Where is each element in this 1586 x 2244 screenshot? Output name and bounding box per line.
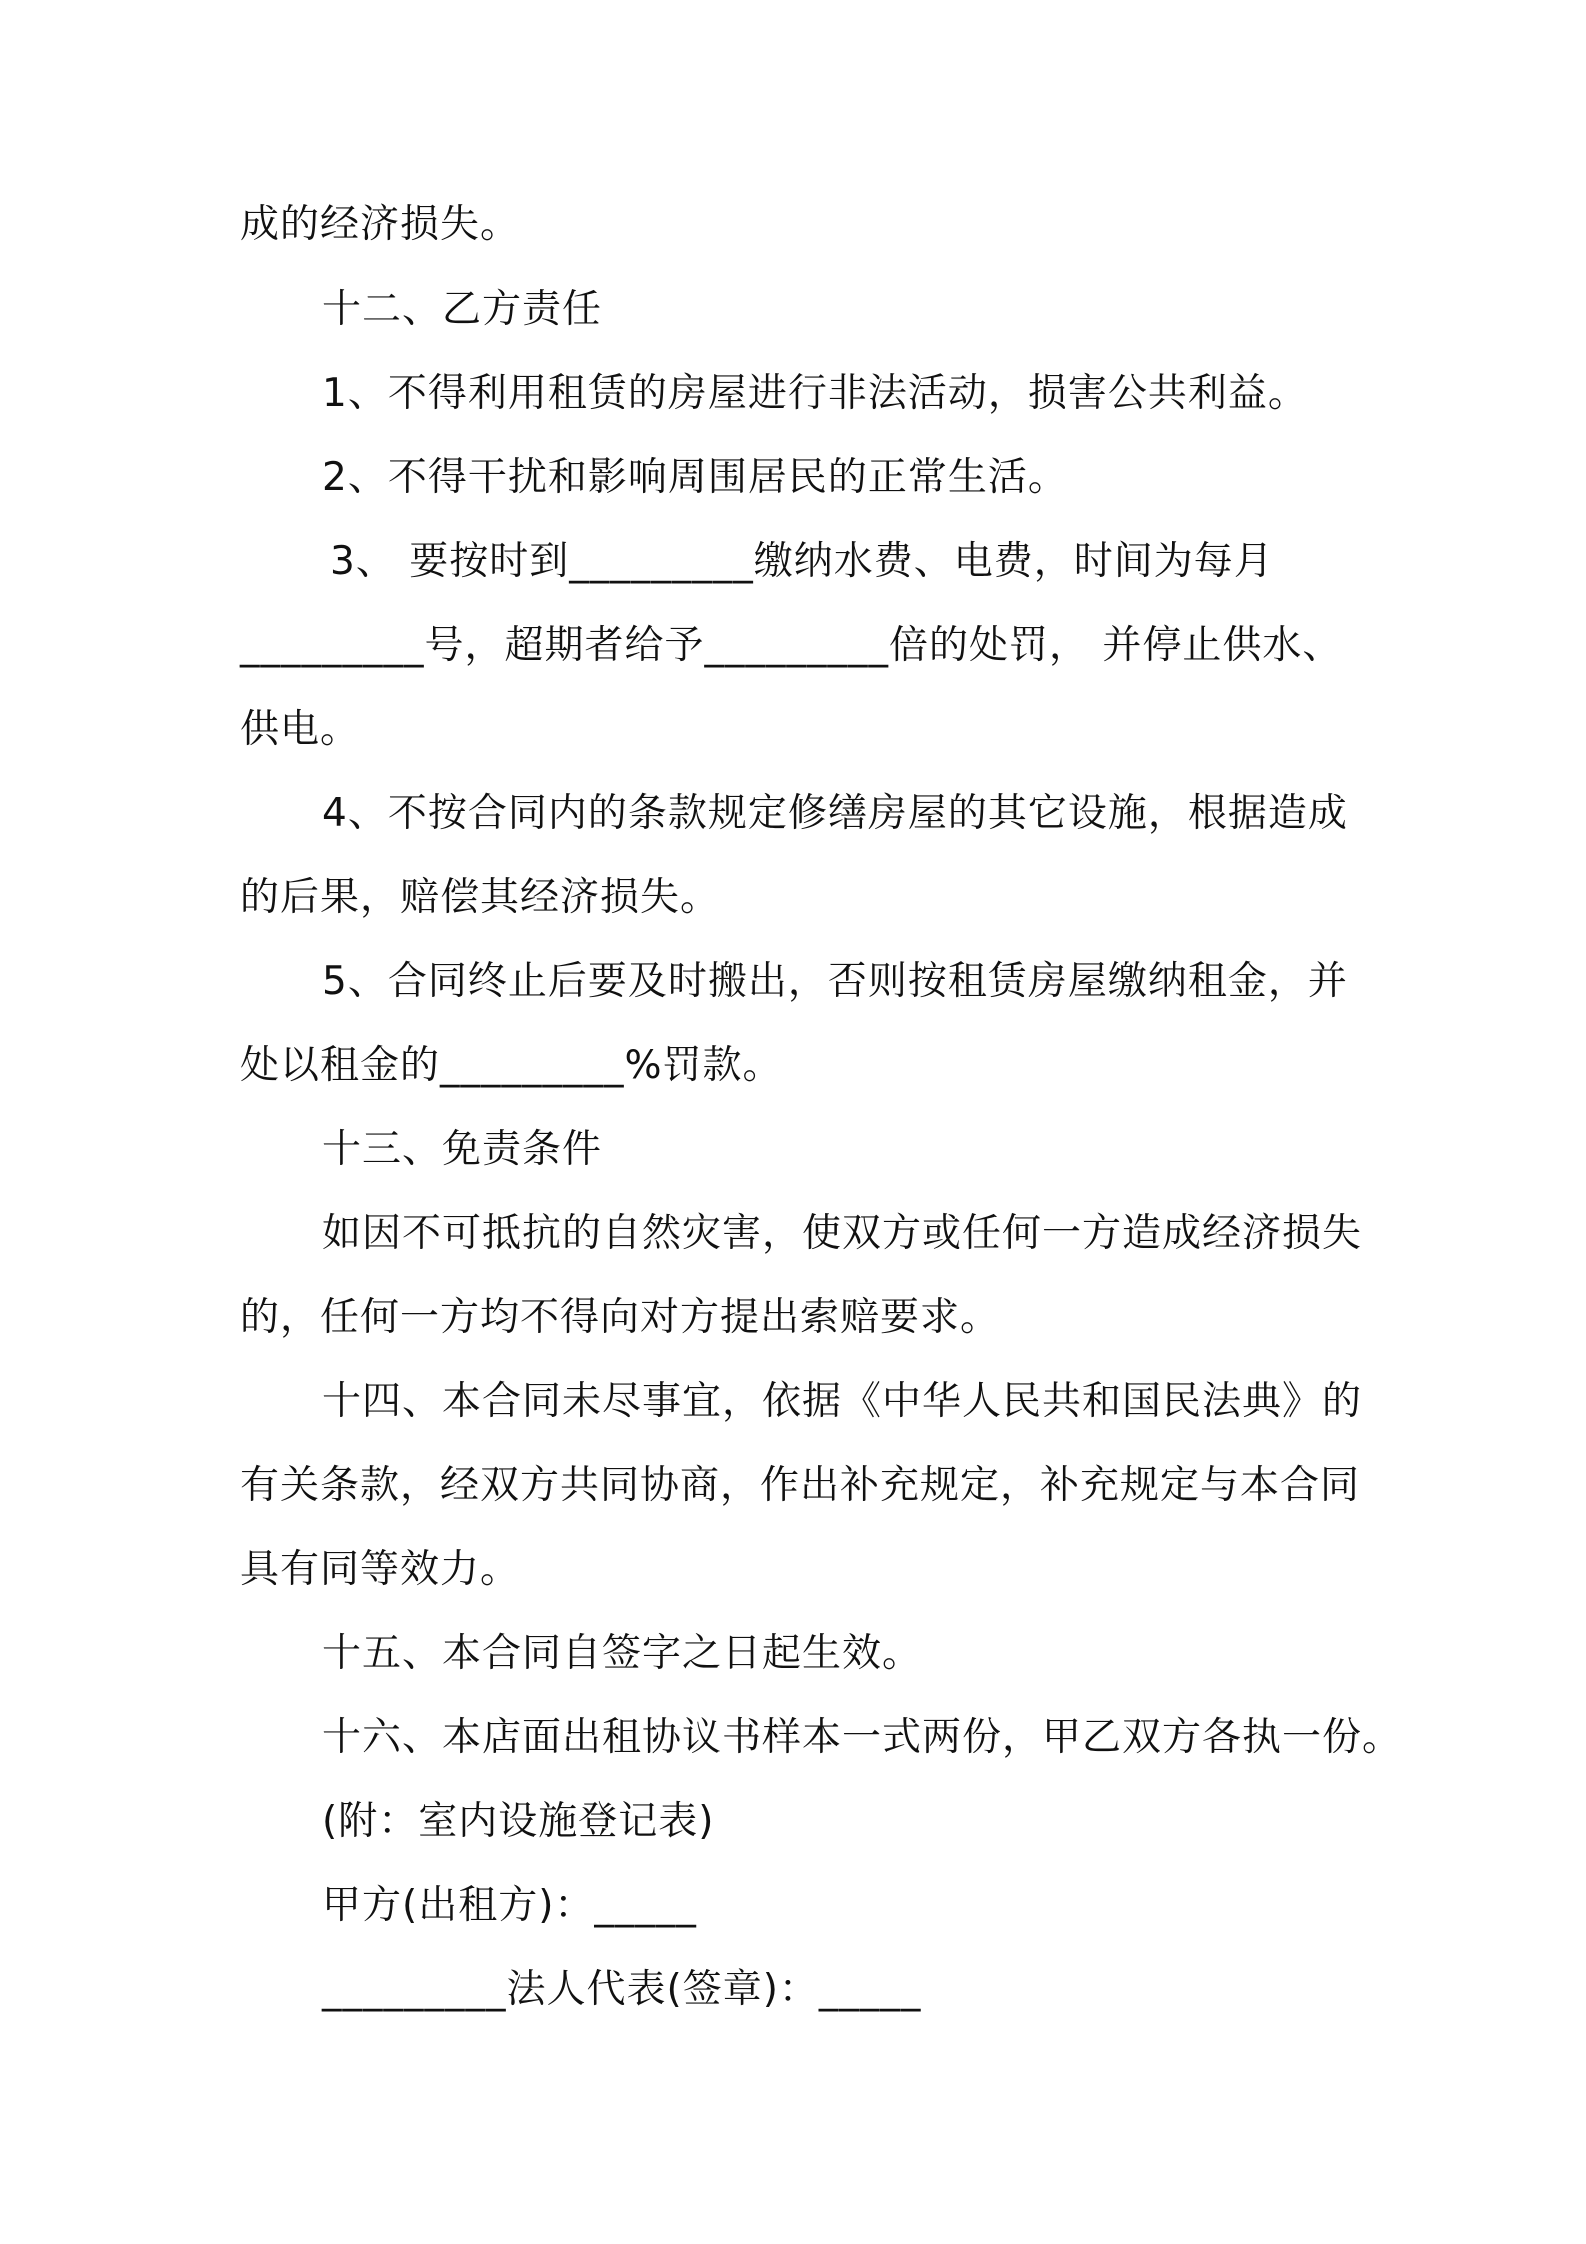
text-line: 处以租金的_________%罚款。: [240, 1043, 783, 1088]
text-line: 具有同等效力。: [240, 1547, 521, 1592]
section-heading: 十六、本店面出租协议书样本一式两份，甲乙双方各执一份。: [322, 1715, 1403, 1760]
text-line: 的后果，赔偿其经济损失。: [240, 875, 721, 920]
signature-line-legal-rep: _________法人代表(签章)：_____: [322, 1967, 922, 2012]
text-line: 的，任何一方均不得向对方提出索赔要求。: [240, 1295, 1001, 1340]
attachment-note: (附：室内设施登记表): [322, 1799, 715, 1844]
clause-item: 2、不得干扰和影响周围居民的正常生活。: [322, 455, 1068, 500]
text-line: 成的经济损失。: [240, 202, 521, 247]
clause-item: 1、不得利用租赁的房屋进行非法活动，损害公共利益。: [322, 371, 1308, 416]
text-line: _________号，超期者给予_________倍的处罚， 并停止供水、: [240, 623, 1343, 668]
section-heading: 十五、本合同自签字之日起生效。: [322, 1631, 923, 1676]
signature-line-party-a: 甲方(出租方)：_____: [322, 1883, 697, 1928]
clause-item: 5、合同终止后要及时搬出，否则按租赁房屋缴纳租金，并: [322, 959, 1348, 1004]
clause-item: 3、 要按时到_________缴纳水费、电费，时间为每月: [330, 539, 1274, 584]
text-line: 有关条款，经双方共同协商，作出补充规定，补充规定与本合同: [240, 1463, 1361, 1508]
paragraph-start: 如因不可抵抗的自然灾害，使双方或任何一方造成经济损失: [322, 1211, 1363, 1256]
section-heading: 十二、乙方责任: [322, 287, 603, 332]
text-line: 供电。: [240, 707, 361, 752]
section-heading: 十三、免责条件: [322, 1127, 603, 1172]
section-heading: 十四、本合同未尽事宜，依据《中华人民共和国民法典》的: [322, 1379, 1363, 1424]
clause-item: 4、不按合同内的条款规定修缮房屋的其它设施，根据造成: [322, 791, 1348, 836]
